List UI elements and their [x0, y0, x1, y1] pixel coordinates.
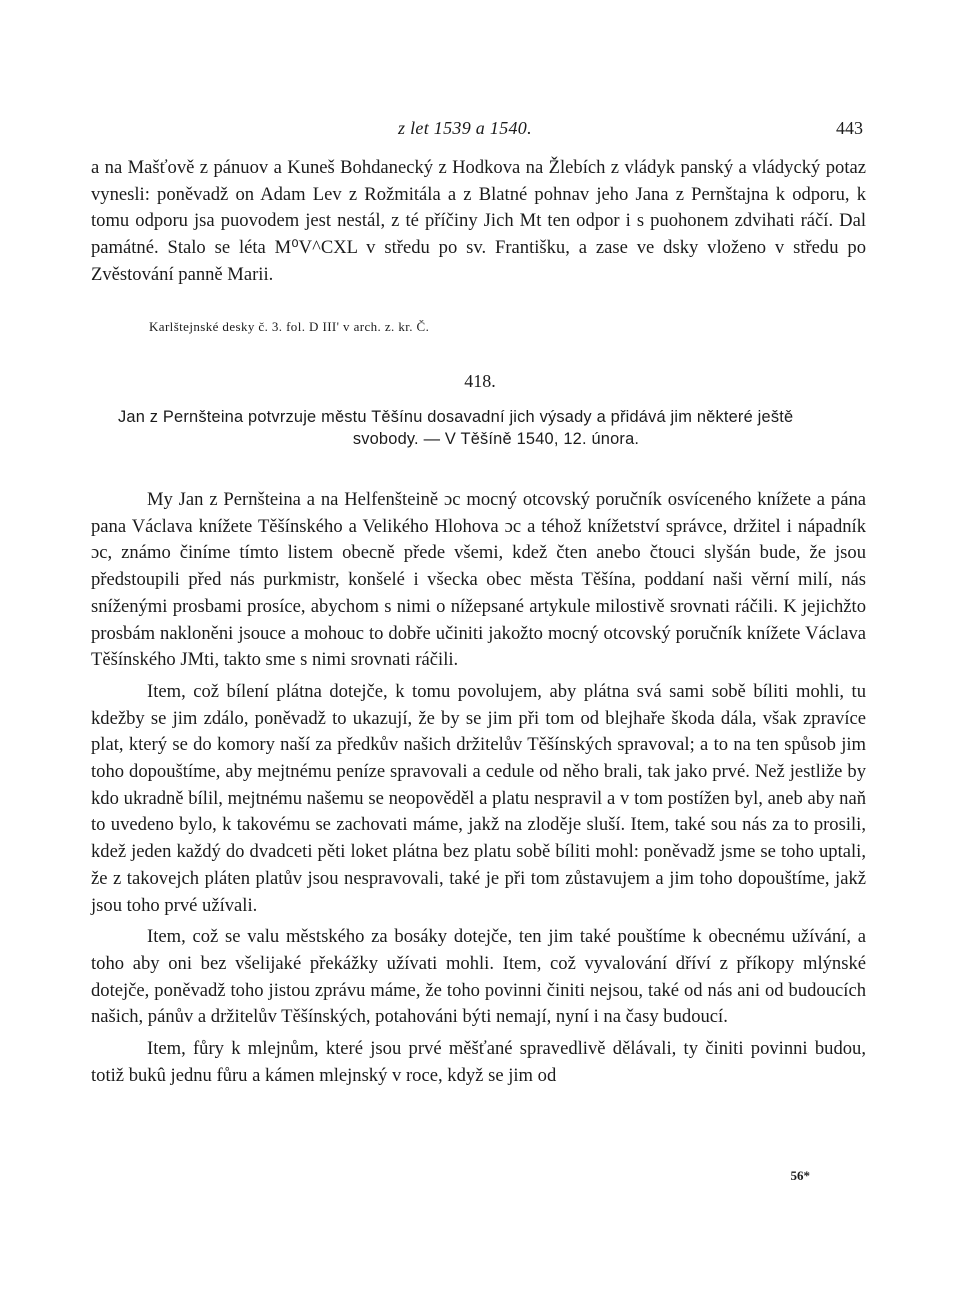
continuation-paragraph — [91, 155, 866, 289]
page-number: 443 — [836, 118, 863, 138]
document-body — [91, 487, 866, 1094]
body-paragraph-2: Item, což bílení plátna dotejče, k tomu povolujem, aby plátna svá sami sobě bíliti mohli, tu kdežby se jim zdálo, poněvadž to ukazují, že by se jim při tom od blejhaře škoda dála, však zpravíce plat, který se do komory naší za předkův našich držitelův Těšínských spravoval; a to na ten spůsob jim toho dopouštíme, aby mejtnému peníze spravovali a cedule od něho brali, tak jako prvé. Než jestliže by kdo ukradně bílil, mejtnému našemu se neopověděl a platu nespravil a v tom postížen byl, aneb aby naň to uvedeno bylo, k takovému se zachovati máme, jakž na zloděje sluší. Item, také sou nás za to prosili, kdež jeden každý do dvadceti pěti loket plátna bez platu sobě bíliti mohl: poněvadž jsme se toho uptali, že z takovejch pláten platův jsou nespravovali, také je při tom zůstavujem a jim toho dopouštíme, jakž jsou toho prvé užívali. — [91, 680, 866, 916]
document-number: 418. — [464, 371, 496, 391]
continuation-text: a na Mašťově z pánuov a Kuneš Bohdanecký z Hodkova na Žlebích z vládyk panský a vládycký potaz vynesli: poněvadž on Adam Lev z Rožmitála a z Blatné pohnav jeho Jana z Pernštajna k odporu, k tomu odporu jsa puovodem jest nestál, z té příčiny Jich Mt ten odpor i s puohonem zdvihati ráčí. Dal památné. Stalo se léta M⁰V^CXL v středu po sv. Františku, a zase ve dsky vloženo v středu po Zvěstování panně Marii. — [91, 157, 866, 285]
body-paragraph-1: My Jan z Pernšteina a na Helfenšteině ɔc mocný otcovský poručník osvíceného knížete a pána pana Václava knížete Těšínského a Velikého Hlohova ɔc a téhož knížetství správce, držitel i nápadník ɔc, známo činíme tímto listem obecně přede všemi, kdež čten anebo čtouci slyšán bude, že jsou předstoupili před nás purkmistr, konšelé i všecka obec města Těšína, poddaní naši věrní milí, nás sníženými prosbami prosíce, abychom s nimi o nížepsané artykule milostivě srovnati ráčili. K jejichžto prosbám nakloněni jsouce a mohouc to dobře učiniti jakožto mocný otcovský poručník knížete Václava Těšínského JMti, takto sme s nimi srovnati ráčili. — [91, 489, 866, 671]
body-paragraph-4: Item, fůry k mlejnům, které jsou prvé měšťané spravedlivě dělávali, ty činiti povinni budou, totiž bukû jednu fůru a kámen mlejnský v roce, když se jim od — [91, 1038, 866, 1086]
document-regest — [118, 406, 874, 450]
body-paragraph-3: Item, což se valu městského za bosáky dotejče, ten jim také pouštíme k obecnému užívání, a toho aby oni bez všelijaké překážky užívati mohli. Item, což vyvalování dříví z příkopy mlýnské dotejče, poněvadž toho jistou zprávu máme, že toho povinni činiti nejsou, také od nás ani od budoucích našich, pánův a držitelův Těšínských, potahováni býti nemají, nyní i na časy budoucí. — [91, 926, 866, 1028]
regest-line-1: Jan z Pernšteina potvrzuje městu Těšínu dosavadní jich výsady a přidává jim některé ještě — [118, 408, 794, 426]
source-citation: Karlštejnské desky č. 3. fol. D III' v arch. z. kr. Č. — [149, 319, 430, 334]
page-header — [0, 118, 960, 142]
regest-line-2: svobody. — V Těšíně 1540, 12. února. — [352, 430, 640, 448]
signature-mark: 56* — [790, 1168, 810, 1183]
running-title: z let 1539 a 1540. — [398, 118, 532, 138]
